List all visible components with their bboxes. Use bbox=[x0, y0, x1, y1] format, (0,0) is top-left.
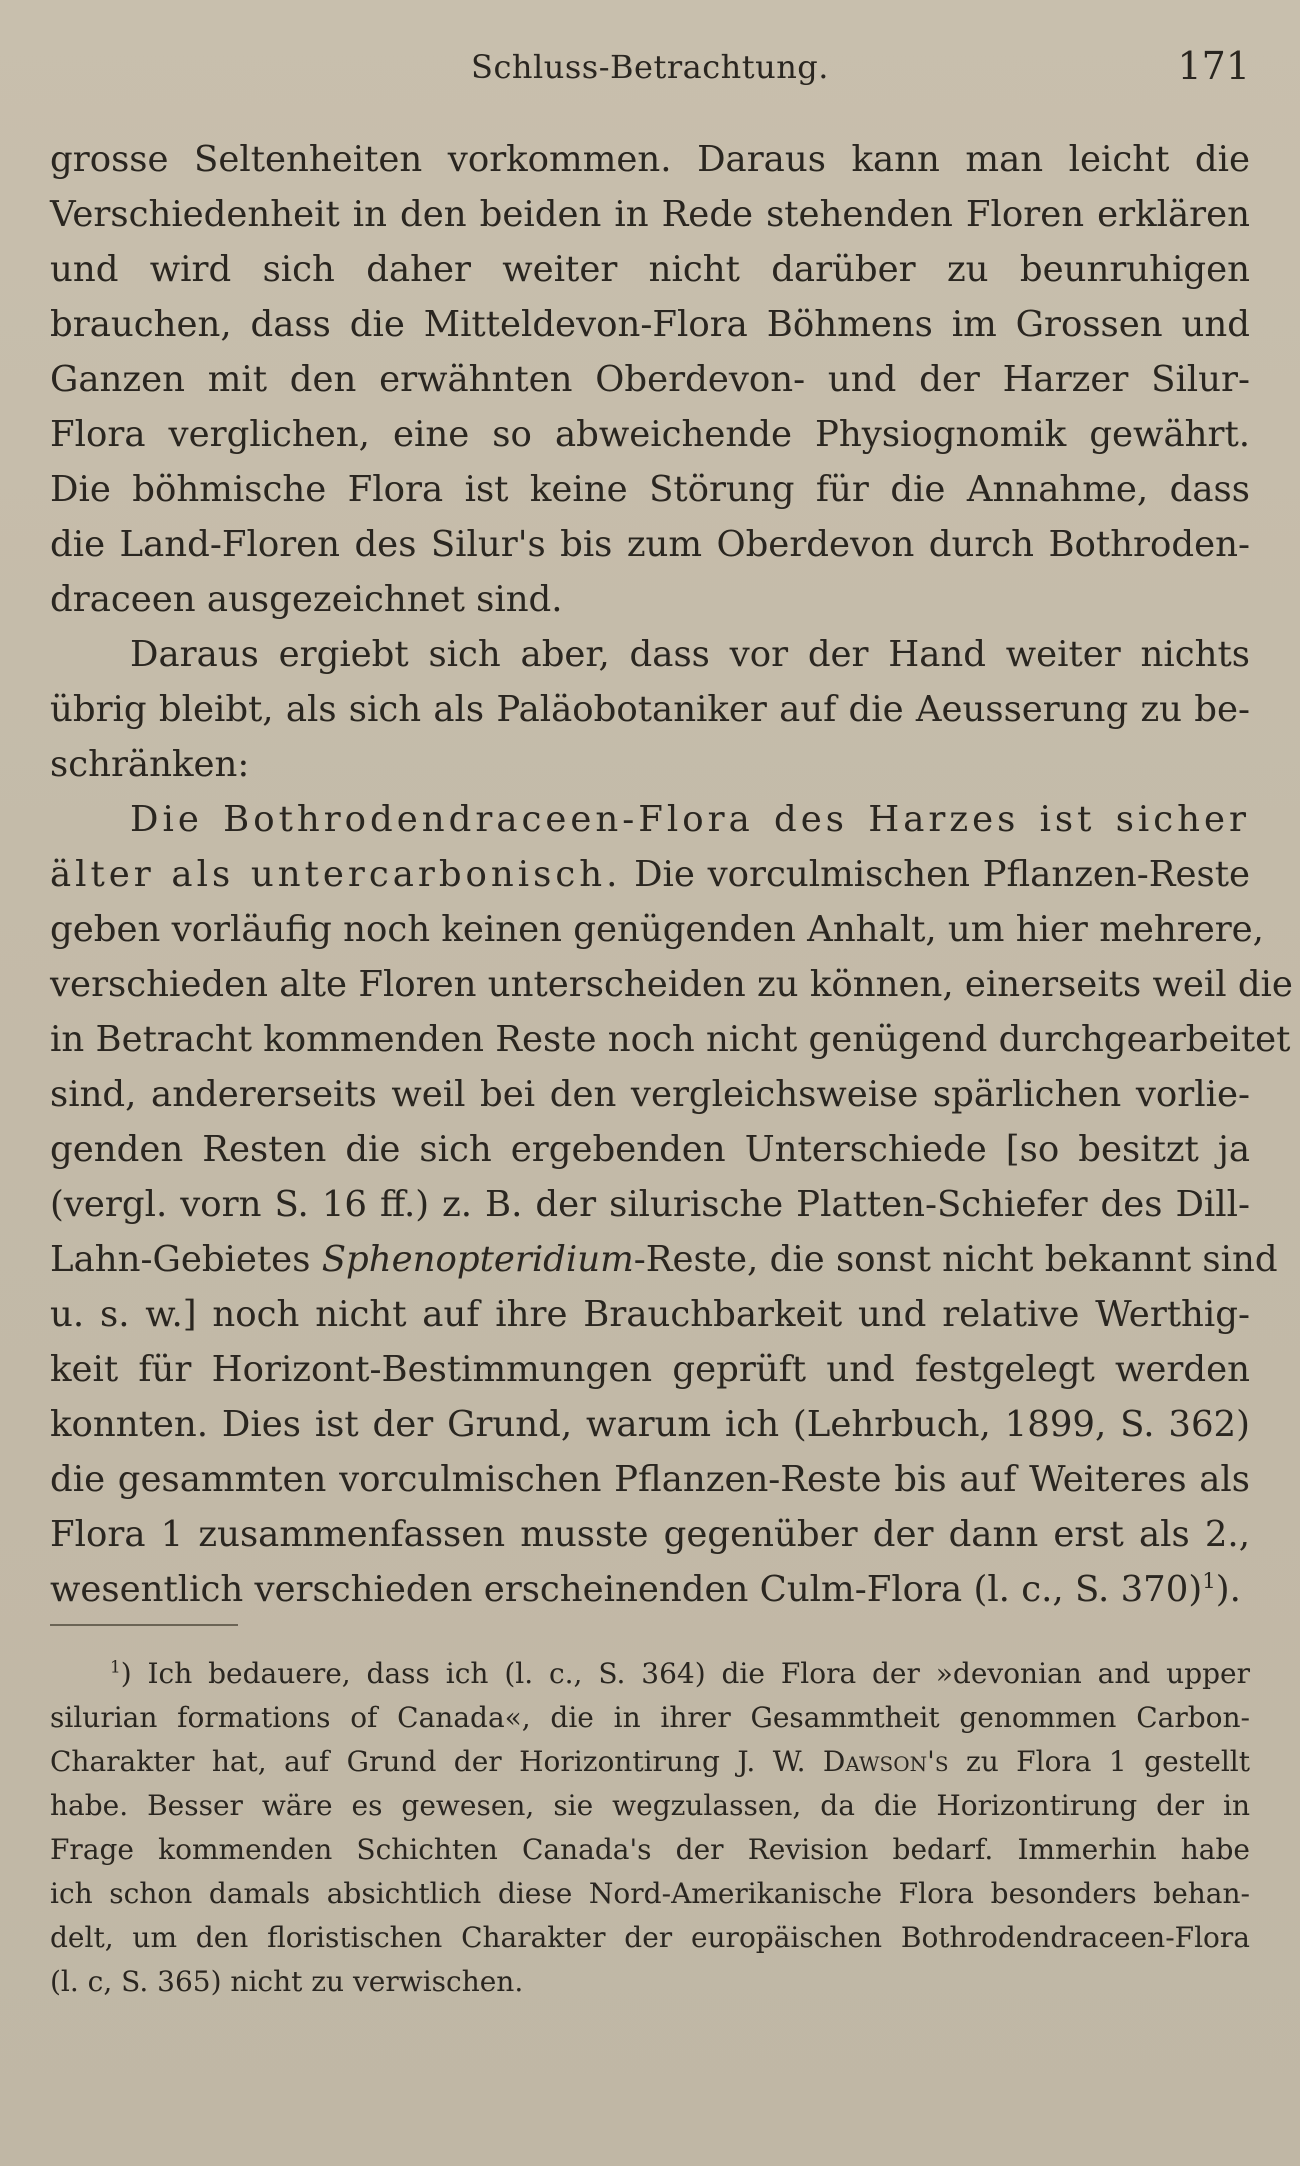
text-span: ) Ich bedauere, dass ich (l. c., S. 364) die Flora der »devonian and upper bbox=[120, 1657, 1250, 1690]
text-line: Verschiedenheit in den beiden in Rede stehenden Floren erklären bbox=[50, 194, 1250, 235]
text-span: zu Flora 1 gestellt bbox=[948, 1745, 1250, 1778]
text-line: die Land-Floren des Silur's bis zum Oberdevon durch Bothroden- bbox=[50, 524, 1250, 565]
text-line: Flora 1 zusammenfassen musste gegenüber der dann erst als 2., bbox=[50, 1514, 1250, 1555]
footnote-line: (l. c, S. 365) nicht zu verwischen. bbox=[50, 1965, 524, 1998]
footnote-line: habe. Besser wäre es gewesen, sie wegzulassen, da die Horizontirung der in bbox=[50, 1789, 1250, 1822]
text-line: und wird sich daher weiter nicht darüber zu beunruhigen bbox=[50, 249, 1250, 290]
page-header bbox=[50, 44, 1250, 98]
footnote-line bbox=[50, 1652, 1250, 1696]
author-name: Dawson's bbox=[822, 1745, 949, 1778]
footnote-reference: 1 bbox=[1202, 1569, 1216, 1595]
text-span: Charakter hat, auf Grund der Horizontirung J. W. bbox=[50, 1745, 823, 1778]
text-line: (vergl. vorn S. 16 ff.) z. B. der silurische Platten-Schiefer des Dill- bbox=[50, 1184, 1250, 1225]
text-line: Die böhmische Flora ist keine Störung für die Annahme, dass bbox=[50, 469, 1250, 510]
footnote-line: silurian formations of Canada«, die in ihrer Gesammtheit genommen Carbon- bbox=[50, 1701, 1250, 1734]
footnote-line bbox=[50, 1740, 1250, 1784]
footnote-line: ich schon damals absichtlich diese Nord-Amerikanische Flora besonders behan- bbox=[50, 1877, 1250, 1910]
page-number: 171 bbox=[1177, 44, 1250, 88]
main-text bbox=[50, 132, 1293, 1617]
text-line: brauchen, dass die Mitteldevon-Flora Böhmens im Grossen und bbox=[50, 304, 1250, 345]
text-span: -Reste, die sonst nicht bekannt sind bbox=[633, 1239, 1278, 1280]
text-line bbox=[50, 847, 1250, 902]
text-line: Flora verglichen, eine so abweichende Physiognomik gewährt. bbox=[50, 414, 1250, 455]
text-line: schränken: bbox=[50, 744, 250, 785]
text-span: Lahn-Gebietes bbox=[50, 1239, 322, 1280]
text-line: sind, andererseits weil bei den vergleichsweise spärlichen vorlie- bbox=[50, 1074, 1250, 1115]
running-head: Schluss-Betrachtung. bbox=[471, 48, 829, 86]
text-line: draceen ausgezeichnet sind. bbox=[50, 579, 563, 620]
text-line: die gesammten vorculmischen Pflanzen-Reste bis auf Weiteres als bbox=[50, 1459, 1250, 1500]
spaced-emphasis-line: Die Bothrodendraceen-Flora des Harzes ist sicher bbox=[130, 799, 1250, 840]
text-line: geben vorläufig noch keinen genügenden Anhalt, um hier mehrere, bbox=[50, 909, 1264, 950]
footnote-line: delt, um den floristischen Charakter der europäischen Bothrodendraceen-Flora bbox=[50, 1921, 1250, 1954]
text-span: wesentlich verschieden erscheinenden Culm-Flora (l. c., S. 370) bbox=[50, 1569, 1203, 1610]
footnote-marker: 1 bbox=[110, 1656, 121, 1677]
text-line: Ganzen mit den erwähnten Oberdevon- und der Harzer Silur- bbox=[50, 359, 1250, 400]
genus-name: Sphenopteridium bbox=[321, 1239, 634, 1280]
text-line: übrig bleibt, als sich als Paläobotaniker auf die Aeusserung zu be- bbox=[50, 689, 1250, 730]
text-span: ). bbox=[1215, 1569, 1241, 1610]
text-line: Daraus ergiebt sich aber, dass vor der Hand weiter nichts bbox=[130, 634, 1250, 675]
text-line: genden Resten die sich ergebenden Unterschiede [so besitzt ja bbox=[50, 1129, 1250, 1170]
text-line bbox=[50, 1232, 1278, 1287]
text-line: keit für Horizont-Bestimmungen geprüft und festgelegt werden bbox=[50, 1349, 1250, 1390]
footnote-rule bbox=[50, 1624, 238, 1626]
footnote bbox=[50, 1652, 1250, 2004]
text-line: u. s. w.] noch nicht auf ihre Brauchbarkeit und relative Werthig- bbox=[50, 1294, 1250, 1335]
text-line: konnten. Dies ist der Grund, warum ich (Lehrbuch, 1899, S. 362) bbox=[50, 1404, 1250, 1445]
footnote-line: Frage kommenden Schichten Canada's der Revision bedarf. Immerhin habe bbox=[50, 1833, 1250, 1866]
text-line bbox=[50, 1562, 1250, 1617]
text-line: in Betracht kommenden Reste noch nicht genügend durchgearbeitet bbox=[50, 1019, 1291, 1060]
text-line: grosse Seltenheiten vorkommen. Daraus kann man leicht die bbox=[50, 139, 1250, 180]
text-line: verschieden alte Floren unterscheiden zu können, einerseits weil die bbox=[50, 964, 1293, 1005]
text-span: Die vorculmischen Pflanzen-Reste bbox=[634, 854, 1251, 895]
spaced-emphasis: älter als untercarbonisch. bbox=[50, 854, 622, 895]
